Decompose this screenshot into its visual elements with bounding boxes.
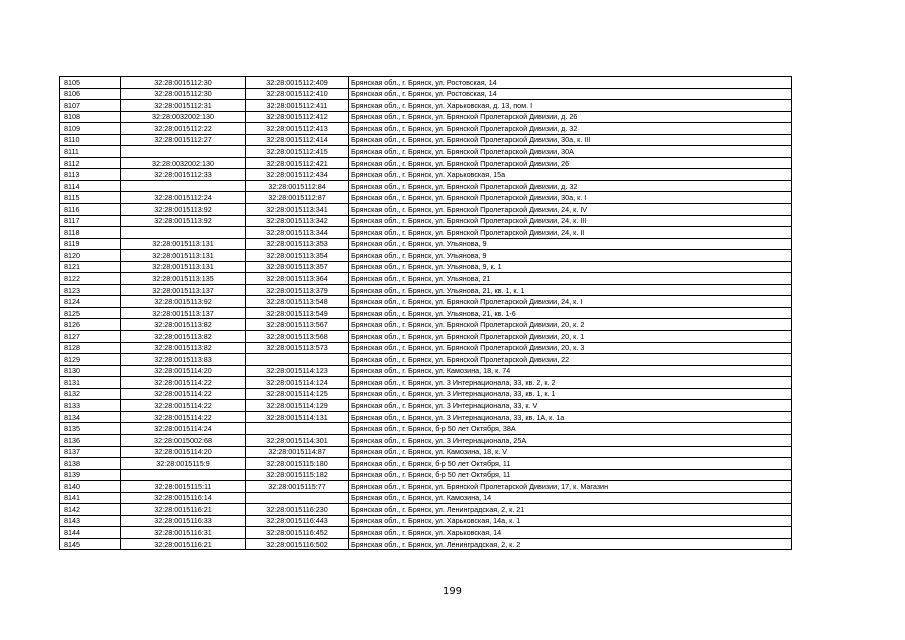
- table-row: [60, 423, 792, 435]
- address-cell: Брянская обл., г. Брянск, ул. 3 Интернационала, 33, кв. 1, к. 1: [349, 388, 792, 400]
- address-cell: Брянская обл., г. Брянск, ул. 3 Интернационала, 33, кв. 2, к. 2: [349, 377, 792, 389]
- address-cell: Брянская обл., г. Брянск, ул. 3 Интернационала, 33, кв. 1А, к. 1а: [349, 411, 792, 423]
- row-number-cell: 8144: [60, 527, 121, 539]
- table-row: [60, 250, 792, 262]
- table-row: [60, 227, 792, 239]
- address-cell: Брянская обл., г. Брянск, ул. Брянской Пролетарской Дивизии, д. 32: [349, 180, 792, 192]
- cadastral-table: [59, 76, 792, 550]
- parcel-number-cell: 32:28:0015114:20: [121, 365, 246, 377]
- object-number-cell: 32:28:0015114:129: [246, 400, 349, 412]
- table-row: [60, 261, 792, 273]
- address-cell: Брянская обл., г. Брянск, ул. Брянской Пролетарской Дивизии, 26: [349, 157, 792, 169]
- object-number-cell: 32:28:0015113:364: [246, 273, 349, 285]
- object-number-cell: 32:28:0015113:573: [246, 342, 349, 354]
- parcel-number-cell: 32:28:0015113:82: [121, 319, 246, 331]
- table-row: [60, 538, 792, 550]
- row-number-cell: 8137: [60, 446, 121, 458]
- table-row: [60, 157, 792, 169]
- table-row: [60, 123, 792, 135]
- table-row: [60, 238, 792, 250]
- object-number-cell: 32:28:0015113:354: [246, 250, 349, 262]
- address-cell: Брянская обл., г. Брянск, ул. Харьковская, 14а, к. 1: [349, 515, 792, 527]
- row-number-cell: 8119: [60, 238, 121, 250]
- table-row: [60, 77, 792, 89]
- object-number-cell: 32:28:0015114:301: [246, 434, 349, 446]
- object-number-cell: [246, 492, 349, 504]
- address-cell: Брянская обл., г. Брянск, ул. Брянской Пролетарской Дивизии, 24, к. III: [349, 215, 792, 227]
- row-number-cell: 8114: [60, 180, 121, 192]
- object-number-cell: 32:28:0015113:342: [246, 215, 349, 227]
- address-cell: Брянская обл., г. Брянск, ул. Камозина, 14: [349, 492, 792, 504]
- table-row: [60, 204, 792, 216]
- object-number-cell: 32:28:0015113:548: [246, 296, 349, 308]
- parcel-number-cell: 32:28:0015115:11: [121, 481, 246, 493]
- parcel-number-cell: 32:28:0015115:9: [121, 458, 246, 470]
- table-row: [60, 331, 792, 343]
- table-row: [60, 169, 792, 181]
- row-number-cell: 8122: [60, 273, 121, 285]
- address-cell: Брянская обл., г. Брянск, ул. Ульянова, 9: [349, 250, 792, 262]
- table-row: [60, 88, 792, 100]
- table-row: [60, 481, 792, 493]
- table-row: [60, 411, 792, 423]
- address-cell: Брянская обл., г. Брянск, ул. Брянской Пролетарской Дивизии, 22: [349, 354, 792, 366]
- address-cell: Брянская обл., г. Брянск, ул. Ульянова, 21, кв. 1-6: [349, 307, 792, 319]
- object-number-cell: 32:28:0015114:123: [246, 365, 349, 377]
- address-cell: Брянская обл., г. Брянск, ул. 3 Интернационала, 25А: [349, 434, 792, 446]
- object-number-cell: 32:28:0015113:379: [246, 284, 349, 296]
- address-cell: Брянская обл., г. Брянск, ул. Брянской Пролетарской Дивизии, 30А: [349, 146, 792, 158]
- object-number-cell: 32:28:0015113:568: [246, 331, 349, 343]
- table-row: [60, 504, 792, 516]
- row-number-cell: 8113: [60, 169, 121, 181]
- object-number-cell: 32:28:0015112:412: [246, 111, 349, 123]
- object-number-cell: 32:28:0015114:124: [246, 377, 349, 389]
- object-number-cell: 32:28:0015116:452: [246, 527, 349, 539]
- row-number-cell: 8112: [60, 157, 121, 169]
- parcel-number-cell: [121, 146, 246, 158]
- parcel-number-cell: 32:28:0015113:131: [121, 261, 246, 273]
- object-number-cell: 32:28:0015114:87: [246, 446, 349, 458]
- parcel-number-cell: 32:28:0015112:30: [121, 77, 246, 89]
- parcel-number-cell: [121, 469, 246, 481]
- address-cell: Брянская обл., г. Брянск, ул. Брянской Пролетарской Дивизии, д. 26: [349, 111, 792, 123]
- address-cell: Брянская обл., г. Брянск, ул. Брянской Пролетарской Дивизии, 24, к. II: [349, 227, 792, 239]
- address-cell: Брянская обл., г. Брянск, ул. Брянской Пролетарской Дивизии, 20, к. 3: [349, 342, 792, 354]
- parcel-number-cell: 32:28:0015116:21: [121, 538, 246, 550]
- row-number-cell: 8121: [60, 261, 121, 273]
- table-row: [60, 273, 792, 285]
- address-cell: Брянская обл., г. Брянск, ул. Ленинградская, 2, к. 21: [349, 504, 792, 516]
- row-number-cell: 8135: [60, 423, 121, 435]
- parcel-number-cell: 32:28:0015113:137: [121, 284, 246, 296]
- address-cell: Брянская обл., г. Брянск, ул. Ленинградская, 2, к. 2: [349, 538, 792, 550]
- table-row: [60, 180, 792, 192]
- address-cell: Брянская обл., г. Брянск, ул. Ростовская, 14: [349, 77, 792, 89]
- parcel-number-cell: 32:28:0015116:31: [121, 527, 246, 539]
- row-number-cell: 8127: [60, 331, 121, 343]
- table-row: [60, 515, 792, 527]
- address-cell: Брянская обл., г. Брянск, ул. Ульянова, 9: [349, 238, 792, 250]
- row-number-cell: 8115: [60, 192, 121, 204]
- table-row: [60, 319, 792, 331]
- row-number-cell: 8138: [60, 458, 121, 470]
- row-number-cell: 8123: [60, 284, 121, 296]
- table-row: [60, 296, 792, 308]
- address-cell: Брянская обл., г. Брянск, ул. Ульянова, 21, кв. 1, к. 1: [349, 284, 792, 296]
- parcel-number-cell: 32:28:0032002:130: [121, 111, 246, 123]
- table-row: [60, 434, 792, 446]
- object-number-cell: [246, 423, 349, 435]
- object-number-cell: 32:28:0015112:410: [246, 88, 349, 100]
- parcel-number-cell: 32:28:0015116:21: [121, 504, 246, 516]
- address-cell: Брянская обл., г. Брянск, б-р 50 лет Октября, 11: [349, 469, 792, 481]
- object-number-cell: 32:28:0015112:413: [246, 123, 349, 135]
- address-cell: Брянская обл., г. Брянск, ул. 3 Интернационала, 33, к. V: [349, 400, 792, 412]
- parcel-number-cell: 32:28:0015114:22: [121, 411, 246, 423]
- row-number-cell: 8132: [60, 388, 121, 400]
- address-cell: Брянская обл., г. Брянск, ул. Ульянова, 9, к. 1: [349, 261, 792, 273]
- row-number-cell: 8124: [60, 296, 121, 308]
- parcel-number-cell: 32:28:0015116:33: [121, 515, 246, 527]
- row-number-cell: 8145: [60, 538, 121, 550]
- table-row: [60, 134, 792, 146]
- row-number-cell: 8118: [60, 227, 121, 239]
- object-number-cell: 32:28:0015116:230: [246, 504, 349, 516]
- address-cell: Брянская обл., г. Брянск, ул. Брянской Пролетарской Дивизии, 20, к. 1: [349, 331, 792, 343]
- row-number-cell: 8110: [60, 134, 121, 146]
- table-row: [60, 111, 792, 123]
- parcel-number-cell: 32:28:0015113:131: [121, 250, 246, 262]
- table-row: [60, 365, 792, 377]
- table-row: [60, 215, 792, 227]
- object-number-cell: 32:28:0015113:357: [246, 261, 349, 273]
- table-row: [60, 446, 792, 458]
- row-number-cell: 8131: [60, 377, 121, 389]
- object-number-cell: 32:28:0015115:77: [246, 481, 349, 493]
- address-cell: Брянская обл., г. Брянск, ул. Ростовская, 14: [349, 88, 792, 100]
- table-row: [60, 400, 792, 412]
- object-number-cell: 32:28:0015112:414: [246, 134, 349, 146]
- object-number-cell: 32:28:0015113:353: [246, 238, 349, 250]
- row-number-cell: 8108: [60, 111, 121, 123]
- parcel-number-cell: 32:28:0015002:68: [121, 434, 246, 446]
- address-cell: Брянская обл., г. Брянск, ул. Харьковская, 14: [349, 527, 792, 539]
- table-row: [60, 354, 792, 366]
- address-cell: Брянская обл., г. Брянск, ул. Брянской Пролетарской Дивизии, 17, к. Магазин: [349, 481, 792, 493]
- parcel-number-cell: 32:28:0015112:31: [121, 100, 246, 112]
- address-cell: Брянская обл., г. Брянск, ул. Брянской Пролетарской Дивизии, 24, к. IV: [349, 204, 792, 216]
- table-row: [60, 100, 792, 112]
- object-number-cell: 32:28:0015112:421: [246, 157, 349, 169]
- object-number-cell: 32:28:0015112:87: [246, 192, 349, 204]
- object-number-cell: 32:28:0015114:125: [246, 388, 349, 400]
- parcel-number-cell: 32:28:0015113:92: [121, 296, 246, 308]
- parcel-number-cell: 32:28:0015112:27: [121, 134, 246, 146]
- table-row: [60, 527, 792, 539]
- parcel-number-cell: 32:28:0015112:30: [121, 88, 246, 100]
- row-number-cell: 8142: [60, 504, 121, 516]
- parcel-number-cell: [121, 180, 246, 192]
- parcel-number-cell: 32:28:0015113:92: [121, 215, 246, 227]
- table-row: [60, 342, 792, 354]
- table-row: [60, 307, 792, 319]
- row-number-cell: 8109: [60, 123, 121, 135]
- object-number-cell: 32:28:0015114:131: [246, 411, 349, 423]
- parcel-number-cell: 32:28:0015113:82: [121, 331, 246, 343]
- object-number-cell: 32:28:0015116:443: [246, 515, 349, 527]
- parcel-number-cell: 32:28:0015113:83: [121, 354, 246, 366]
- object-number-cell: 32:28:0015112:411: [246, 100, 349, 112]
- row-number-cell: 8106: [60, 88, 121, 100]
- address-cell: Брянская обл., г. Брянск, ул. Ульянова, 21: [349, 273, 792, 285]
- parcel-number-cell: 32:28:0015114:22: [121, 377, 246, 389]
- parcel-number-cell: 32:28:0015113:131: [121, 238, 246, 250]
- row-number-cell: 8129: [60, 354, 121, 366]
- row-number-cell: 8141: [60, 492, 121, 504]
- address-cell: Брянская обл., г. Брянск, ул. Харьковская, д. 13, пом. I: [349, 100, 792, 112]
- object-number-cell: 32:28:0015112:84: [246, 180, 349, 192]
- object-number-cell: 32:28:0015112:415: [246, 146, 349, 158]
- row-number-cell: 8140: [60, 481, 121, 493]
- parcel-number-cell: 32:28:0015112:22: [121, 123, 246, 135]
- cadastral-table-body: [60, 77, 792, 550]
- address-cell: Брянская обл., г. Брянск, ул. Харьковская, 15а: [349, 169, 792, 181]
- row-number-cell: 8128: [60, 342, 121, 354]
- parcel-number-cell: 32:28:0015113:135: [121, 273, 246, 285]
- parcel-number-cell: 32:28:0015114:22: [121, 400, 246, 412]
- table-row: [60, 284, 792, 296]
- parcel-number-cell: 32:28:0015112:24: [121, 192, 246, 204]
- table-row: [60, 146, 792, 158]
- parcel-number-cell: 32:28:0015114:24: [121, 423, 246, 435]
- row-number-cell: 8125: [60, 307, 121, 319]
- address-cell: Брянская обл., г. Брянск, ул. Брянской Пролетарской Дивизии, 20, к. 2: [349, 319, 792, 331]
- address-cell: Брянская обл., г. Брянск, ул. Камозина, 18, к. V: [349, 446, 792, 458]
- table-row: [60, 377, 792, 389]
- row-number-cell: 8143: [60, 515, 121, 527]
- object-number-cell: 32:28:0015113:344: [246, 227, 349, 239]
- table-row: [60, 469, 792, 481]
- object-number-cell: 32:28:0015116:502: [246, 538, 349, 550]
- address-cell: Брянская обл., г. Брянск, ул. Брянской Пролетарской Дивизии, д. 32: [349, 123, 792, 135]
- row-number-cell: 8136: [60, 434, 121, 446]
- row-number-cell: 8120: [60, 250, 121, 262]
- address-cell: Брянская обл., г. Брянск, б-р 50 лет Октября, 38А: [349, 423, 792, 435]
- table-row: [60, 458, 792, 470]
- object-number-cell: [246, 354, 349, 366]
- object-number-cell: 32:28:0015113:341: [246, 204, 349, 216]
- object-number-cell: 32:28:0015113:567: [246, 319, 349, 331]
- address-cell: Брянская обл., г. Брянск, б-р 50 лет Октября, 11: [349, 458, 792, 470]
- address-cell: Брянская обл., г. Брянск, ул. Брянской Пролетарской Дивизии, 30а, к. I: [349, 192, 792, 204]
- row-number-cell: 8130: [60, 365, 121, 377]
- table-row: [60, 388, 792, 400]
- parcel-number-cell: 32:28:0015114:22: [121, 388, 246, 400]
- parcel-number-cell: 32:28:0032002:130: [121, 157, 246, 169]
- parcel-number-cell: 32:28:0015114:20: [121, 446, 246, 458]
- address-cell: Брянская обл., г. Брянск, ул. Брянской Пролетарской Дивизии, 24, к. I: [349, 296, 792, 308]
- object-number-cell: 32:28:0015112:434: [246, 169, 349, 181]
- object-number-cell: 32:28:0015115:182: [246, 469, 349, 481]
- object-number-cell: 32:28:0015115:180: [246, 458, 349, 470]
- address-cell: Брянская обл., г. Брянск, ул. Камозина, 18, к. 74: [349, 365, 792, 377]
- page-number: 199: [442, 586, 463, 597]
- table-row: [60, 192, 792, 204]
- table-row: [60, 492, 792, 504]
- row-number-cell: 8111: [60, 146, 121, 158]
- row-number-cell: 8107: [60, 100, 121, 112]
- parcel-number-cell: [121, 227, 246, 239]
- row-number-cell: 8133: [60, 400, 121, 412]
- parcel-number-cell: 32:28:0015116:14: [121, 492, 246, 504]
- parcel-number-cell: 32:28:0015113:82: [121, 342, 246, 354]
- row-number-cell: 8126: [60, 319, 121, 331]
- address-cell: Брянская обл., г. Брянск, ул. Брянской Пролетарской Дивизии, 30а, к. III: [349, 134, 792, 146]
- row-number-cell: 8139: [60, 469, 121, 481]
- object-number-cell: 32:28:0015112:409: [246, 77, 349, 89]
- object-number-cell: 32:28:0015113:549: [246, 307, 349, 319]
- parcel-number-cell: 32:28:0015113:92: [121, 204, 246, 216]
- row-number-cell: 8117: [60, 215, 121, 227]
- row-number-cell: 8116: [60, 204, 121, 216]
- row-number-cell: 8105: [60, 77, 121, 89]
- parcel-number-cell: 32:28:0015113:137: [121, 307, 246, 319]
- parcel-number-cell: 32:28:0015112:33: [121, 169, 246, 181]
- row-number-cell: 8134: [60, 411, 121, 423]
